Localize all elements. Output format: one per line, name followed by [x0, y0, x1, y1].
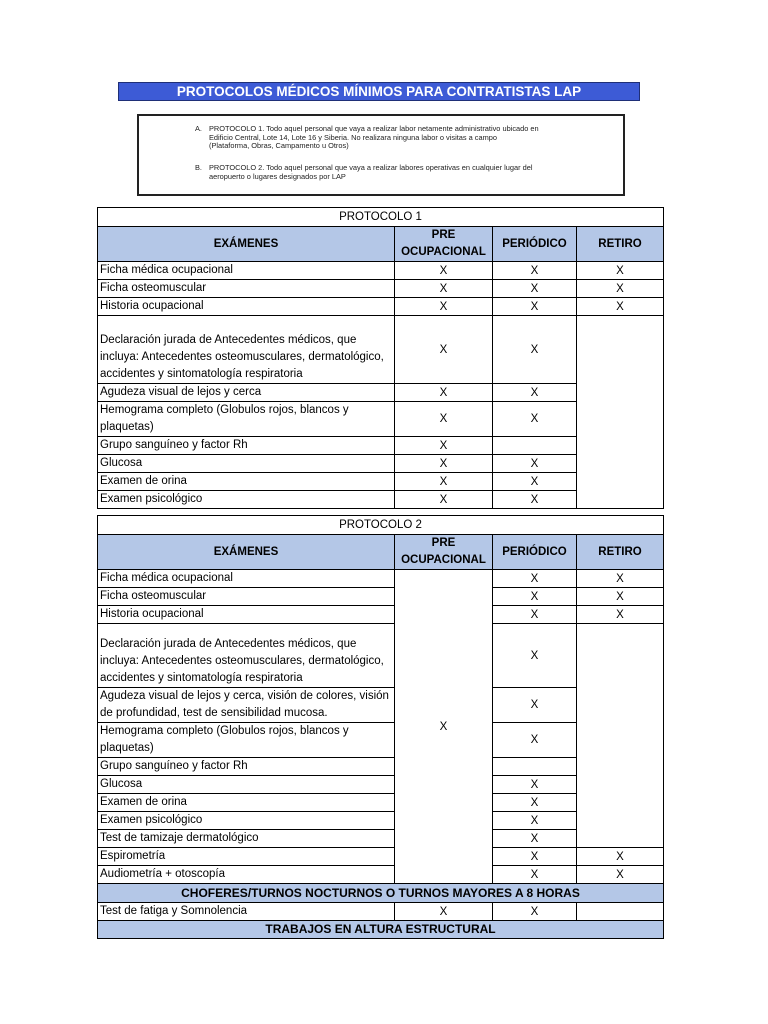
- retiro-empty-cell: [577, 624, 664, 848]
- note-label: A.: [195, 124, 202, 133]
- exam-name: Grupo sanguíneo y factor Rh: [98, 437, 395, 455]
- retiro-mark: X: [577, 262, 664, 280]
- pre-merged-mark: X: [395, 570, 493, 884]
- retiro-mark: X: [577, 606, 664, 624]
- table-row: [98, 298, 664, 316]
- pre-mark: X: [395, 316, 493, 384]
- exam-name: Ficha médica ocupacional: [98, 570, 395, 588]
- periodic-mark: X: [493, 866, 577, 884]
- exam-name: Declaración jurada de Antecedentes médicos, que incluya: Antecedentes osteomusculares, dermatológico, accidentes y sintomatología respiratoria: [98, 316, 395, 384]
- retiro-mark: X: [577, 280, 664, 298]
- exam-name: Ficha osteomuscular: [98, 588, 395, 606]
- document-title: PROTOCOLOS MÉDICOS MÍNIMOS PARA CONTRATISTAS LAP: [118, 82, 640, 101]
- table-row: [98, 866, 664, 884]
- note-protocol-1: [195, 124, 539, 151]
- retiro-mark: X: [577, 866, 664, 884]
- periodic-mark: X: [493, 280, 577, 298]
- exam-name: Ficha osteomuscular: [98, 280, 395, 298]
- periodic-mark: X: [493, 570, 577, 588]
- pre-mark: X: [395, 491, 493, 509]
- periodic-mark: X: [493, 316, 577, 384]
- periodic-mark: X: [493, 402, 577, 437]
- note-text: PROTOCOLO 1. Todo aquel personal que vaya a realizar labor netamente administrativo ubicado en Edificio Central, Lote 14, Lote 16 y Siberia. No realizara ninguna labor o visitas a campo (Plataforma, Obras, Campamento u Otros): [209, 124, 539, 151]
- protocol-2-title: PROTOCOLO 2: [98, 516, 664, 535]
- table-row: [98, 570, 664, 588]
- periodic-mark: X: [493, 384, 577, 402]
- protocol-notes-box: [137, 114, 625, 196]
- retiro-mark: X: [577, 298, 664, 316]
- section-altura-header: TRABAJOS EN ALTURA ESTRUCTURAL: [98, 921, 664, 939]
- pre-mark: X: [395, 437, 493, 455]
- table-row: [98, 903, 664, 921]
- exam-name: Examen psicológico: [98, 491, 395, 509]
- pre-mark: X: [395, 455, 493, 473]
- table-row: [98, 624, 664, 688]
- pre-mark: X: [395, 903, 493, 921]
- table-row: [98, 848, 664, 866]
- header-retiro: RETIRO: [577, 535, 664, 570]
- periodic-mark: X: [493, 606, 577, 624]
- pre-mark: X: [395, 280, 493, 298]
- periodic-mark: X: [493, 848, 577, 866]
- periodic-mark: X: [493, 491, 577, 509]
- header-exams: EXÁMENES: [98, 535, 395, 570]
- retiro-empty-cell: [577, 316, 664, 509]
- exam-name: Agudeza visual de lejos y cerca, visión de colores, visión de profundidad, test de sensibilidad mucosa.: [98, 688, 395, 723]
- note-text: PROTOCOLO 2. Todo aquel personal que vaya a realizar labores operativas en cualquier lugar del aeropuerto o lugares designados por LAP: [209, 163, 533, 181]
- exam-name: Espirometría: [98, 848, 395, 866]
- header-pre-ocupacional: PRE OCUPACIONAL: [395, 227, 493, 262]
- periodic-mark: [493, 758, 577, 776]
- note-label: B.: [195, 163, 202, 172]
- exam-name: Test de tamizaje dermatológico: [98, 830, 395, 848]
- pre-mark: X: [395, 402, 493, 437]
- header-periodico: PERIÓDICO: [493, 535, 577, 570]
- periodic-mark: X: [493, 588, 577, 606]
- periodic-mark: X: [493, 812, 577, 830]
- periodic-mark: X: [493, 794, 577, 812]
- exam-name: Ficha médica ocupacional: [98, 262, 395, 280]
- retiro-mark: X: [577, 848, 664, 866]
- periodic-mark: [493, 437, 577, 455]
- exam-name: Examen de orina: [98, 794, 395, 812]
- protocol-1-title: PROTOCOLO 1: [98, 208, 664, 227]
- periodic-mark: X: [493, 455, 577, 473]
- periodic-mark: X: [493, 903, 577, 921]
- header-exams: EXÁMENES: [98, 227, 395, 262]
- section-choferes-header: CHOFERES/TURNOS NOCTURNOS O TURNOS MAYORES A 8 HORAS: [98, 884, 664, 903]
- pre-mark: X: [395, 384, 493, 402]
- retiro-mark: [577, 903, 664, 921]
- pre-mark: X: [395, 473, 493, 491]
- exam-name: Historia ocupacional: [98, 606, 395, 624]
- periodic-mark: X: [493, 688, 577, 723]
- pre-mark: X: [395, 298, 493, 316]
- protocol-2-table: [97, 515, 664, 939]
- header-pre-ocupacional: PRE OCUPACIONAL: [395, 535, 493, 570]
- table-row: [98, 588, 664, 606]
- exam-name: Agudeza visual de lejos y cerca: [98, 384, 395, 402]
- pre-mark: X: [395, 262, 493, 280]
- periodic-mark: X: [493, 830, 577, 848]
- table-row: [98, 606, 664, 624]
- protocol-1-table: [97, 207, 664, 509]
- exam-name: Declaración jurada de Antecedentes médicos, que incluya: Antecedentes osteomusculares, dermatológico, accidentes y sintomatología respiratoria: [98, 624, 395, 688]
- periodic-mark: X: [493, 723, 577, 758]
- periodic-mark: X: [493, 262, 577, 280]
- exam-name: Grupo sanguíneo y factor Rh: [98, 758, 395, 776]
- periodic-mark: X: [493, 776, 577, 794]
- retiro-mark: X: [577, 588, 664, 606]
- exam-name: Historia ocupacional: [98, 298, 395, 316]
- exam-name: Test de fatiga y Somnolencia: [98, 903, 395, 921]
- exam-name: Glucosa: [98, 455, 395, 473]
- exam-name: Hemograma completo (Globulos rojos, blancos y plaquetas): [98, 402, 395, 437]
- note-protocol-2: [195, 163, 539, 181]
- header-retiro: RETIRO: [577, 227, 664, 262]
- periodic-mark: X: [493, 624, 577, 688]
- exam-name: Glucosa: [98, 776, 395, 794]
- exam-name: Hemograma completo (Globulos rojos, blancos y plaquetas): [98, 723, 395, 758]
- periodic-mark: X: [493, 473, 577, 491]
- retiro-mark: X: [577, 570, 664, 588]
- table-row: [98, 262, 664, 280]
- table-row: [98, 280, 664, 298]
- header-periodico: PERIÓDICO: [493, 227, 577, 262]
- exam-name: Examen de orina: [98, 473, 395, 491]
- table-row: [98, 316, 664, 384]
- periodic-mark: X: [493, 298, 577, 316]
- exam-name: Examen psicológico: [98, 812, 395, 830]
- exam-name: Audiometría + otoscopía: [98, 866, 395, 884]
